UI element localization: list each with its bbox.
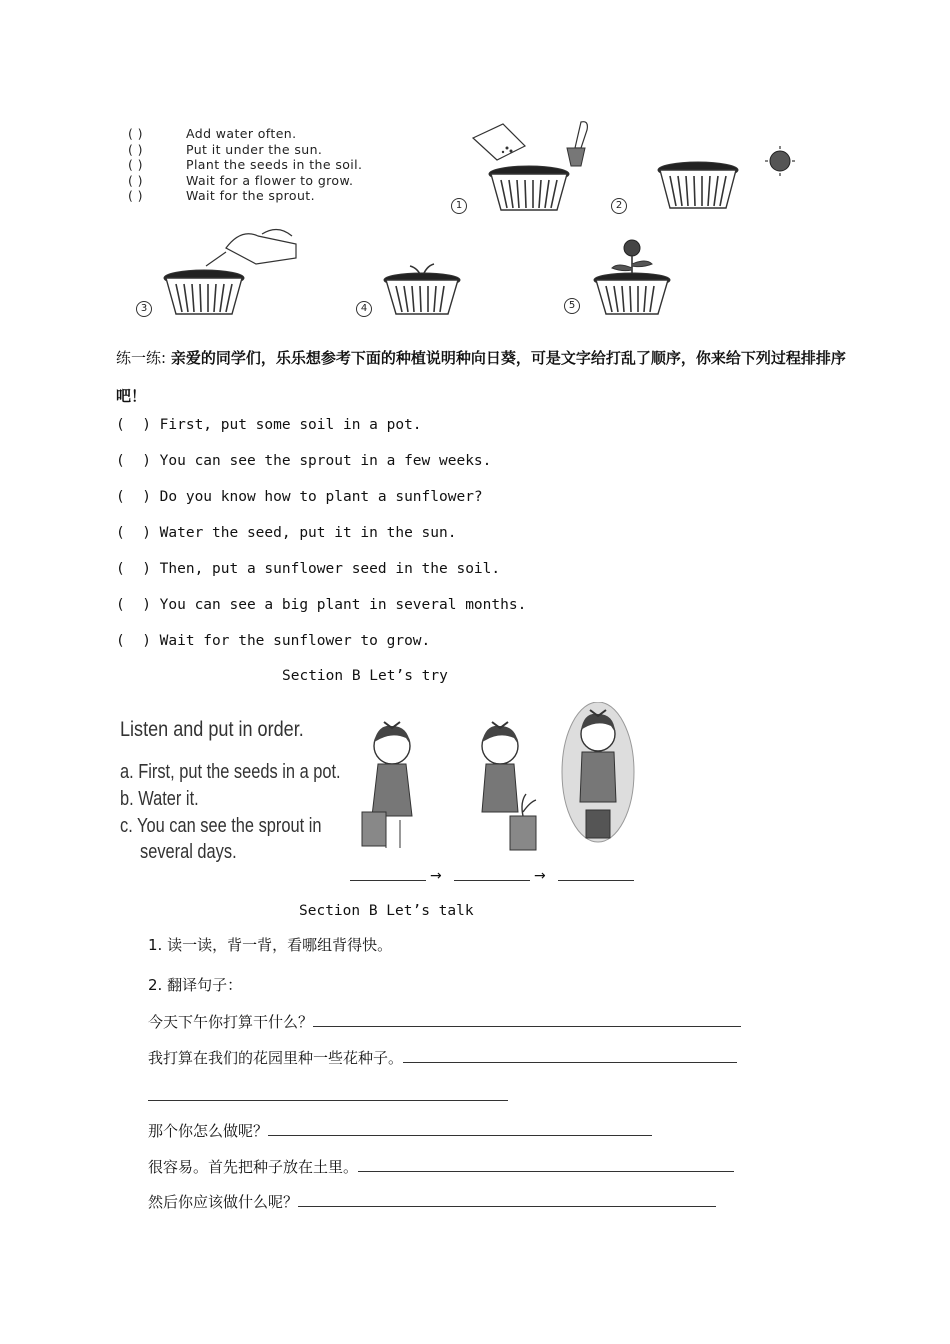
girl-with-sprout-illustration (558, 702, 638, 852)
answer-line[interactable] (403, 1048, 737, 1063)
task-item-2: 2. 翻译句子： (148, 976, 243, 994)
sentence-item: ( ) You can see a big plant in several months. (116, 597, 527, 613)
sentence-item: ( ) Do you know how to plant a sunflower? (116, 489, 483, 505)
answer-line[interactable] (298, 1192, 716, 1207)
arrow-icon: → (534, 868, 546, 884)
step-number: 2 (611, 198, 627, 214)
step-number: 4 (356, 301, 372, 317)
task-item-1: 1. 读一读，背一背，看哪组背得快。 (148, 936, 393, 954)
chinese-sentence: 今天下午你打算干什么？ (148, 1013, 314, 1031)
step-number: 5 (564, 298, 580, 314)
pot-watering-illustration (146, 222, 316, 318)
ordering-sentences (116, 413, 526, 665)
translate-row (148, 1191, 716, 1212)
lets-try-figure (118, 702, 648, 892)
girl-watering-illustration (468, 716, 548, 856)
answer-line[interactable] (148, 1086, 508, 1101)
translate-row (148, 1011, 741, 1032)
sentence-item: ( ) First, put some soil in a pot. (116, 417, 422, 433)
option-b: b. Water it. (120, 788, 199, 810)
option-a: a. First, put the seeds in a pot. (120, 761, 341, 783)
step-item: ( ) Add water often. (128, 126, 297, 141)
answer-blank[interactable] (350, 880, 426, 881)
step-number: 3 (136, 301, 152, 317)
sentence-item: ( ) Then, put a sunflower seed in the soil. (116, 561, 501, 577)
answer-line[interactable] (313, 1012, 741, 1027)
chinese-sentence: 那个你怎么做呢？ (148, 1122, 269, 1140)
translate-row (148, 1156, 734, 1177)
chinese-sentence: 很容易。首先把种子放在土里。 (148, 1158, 359, 1176)
pot-under-sun-illustration (638, 146, 808, 216)
sentence-item: ( ) Wait for the sunflower to grow. (116, 633, 431, 649)
answer-blank[interactable] (558, 880, 634, 881)
section-heading-try: Section B Let’s try (282, 668, 448, 684)
answer-line[interactable] (268, 1121, 652, 1136)
sentence-item: ( ) Water the seed, put it in the sun. (116, 525, 457, 541)
exercise-instruction: 练一练: 亲爱的同学们，乐乐想参考下面的种植说明种向日葵，可是文字给打乱了顺序，你来给下列过程排排序吧！ (116, 349, 846, 405)
step-number: 1 (451, 198, 467, 214)
translate-row (148, 1047, 737, 1068)
chinese-sentence: 然后你应该做什么呢？ (148, 1193, 299, 1211)
pot-sprout-illustration (380, 256, 490, 318)
chinese-sentence: 我打算在我们的花园里种一些花种子。 (148, 1049, 404, 1067)
pot-flower-illustration (588, 238, 698, 318)
step-item: ( ) Put it under the sun. (128, 141, 323, 157)
sentence-item: ( ) You can see the sprout in a few weeks. (116, 453, 492, 469)
translate-row (148, 1120, 652, 1141)
answer-line[interactable] (358, 1157, 734, 1172)
step-item: ( ) Plant the seeds in the soil. (128, 157, 363, 172)
step-item: ( ) Wait for a flower to grow. (128, 172, 354, 188)
option-c: c. You can see the sprout in (120, 815, 322, 837)
figure-title: Listen and put in order. (120, 718, 304, 741)
translate-row-cont (148, 1086, 508, 1105)
arrow-icon: → (430, 868, 442, 884)
section-heading-talk: Section B Let’s talk (299, 903, 474, 919)
option-c-cont: several days. (140, 841, 237, 863)
girl-putting-seeds-illustration (358, 716, 428, 856)
step-item: ( ) Wait for the sprout. (128, 188, 315, 203)
answer-blank[interactable] (454, 880, 530, 881)
steps-list (128, 126, 362, 204)
planting-steps-figure (118, 118, 808, 323)
pot-with-seeds-illustration (463, 118, 633, 216)
